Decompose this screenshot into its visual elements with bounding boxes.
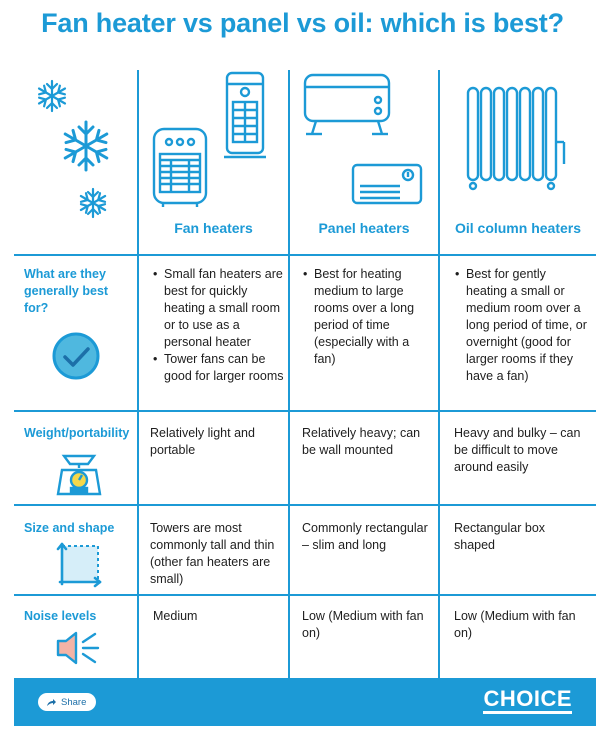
column-divider (438, 70, 440, 678)
share-button[interactable] (38, 693, 96, 711)
cell-fan-size: Towers are most commonly tall and thin (other fan heaters are small) (150, 521, 275, 586)
cell-fan-noise: Medium (153, 609, 198, 623)
row-divider (14, 504, 596, 506)
fan-heater-icon (151, 126, 209, 208)
list-item: • Best for heating medium to large rooms over a long period of time (especially with a fan) (314, 266, 434, 368)
row-label-noise: Noise levels (24, 609, 97, 623)
choice-logo: CHOICE (483, 687, 572, 714)
column-divider (137, 70, 139, 678)
snowflake-icon (76, 186, 110, 220)
cell-oil-size: Rectangular box shaped (454, 521, 546, 552)
cell-fan-weight: Relatively light and portable (150, 426, 255, 457)
cell-fan-best-for (152, 266, 284, 385)
cell-oil-best-for (454, 266, 590, 385)
checkmark-icon (50, 330, 102, 382)
row-divider (14, 254, 596, 256)
column-header-panel-heaters: Panel heaters (318, 220, 410, 236)
resize-arrow-icon (56, 540, 104, 588)
share-button-label: Share (61, 696, 87, 708)
row-divider (14, 594, 596, 596)
column-header-fan-heaters: Fan heaters (174, 220, 253, 236)
tower-heater-icon (222, 70, 268, 160)
list-item: • Best for gently heating a small or medium room over a long period of time, or overnight (good for larger rooms if they have a fan) (466, 266, 590, 385)
panel-heater-icon (302, 72, 392, 140)
row-label-best-for: What are they generally best for? (24, 267, 109, 315)
cell-oil-noise: Low (Medium with fan on) (454, 609, 576, 640)
speaker-icon (54, 628, 104, 668)
comparison-table (14, 70, 596, 678)
list-item: • Small fan heaters are best for quickly heating a small room or to use as a personal heater (164, 266, 284, 351)
cell-panel-best-for (302, 266, 434, 368)
list-item: • Tower fans can be good for larger rooms (164, 351, 284, 385)
cell-panel-noise: Low (Medium with fan on) (302, 609, 424, 640)
footer-bar (14, 678, 596, 726)
column-header-oil-column-heaters: Oil column heaters (454, 220, 582, 236)
scale-icon (56, 446, 102, 498)
row-label-weight: Weight/portability (24, 426, 130, 440)
cell-panel-weight: Relatively heavy; can be wall mounted (302, 426, 421, 457)
snowflake-icon (34, 78, 70, 114)
share-icon (46, 698, 57, 707)
row-label-size: Size and shape (24, 521, 115, 535)
snowflake-icon (58, 118, 114, 174)
column-divider (288, 70, 290, 678)
cell-panel-size: Commonly rectangular – slim and long (302, 521, 428, 552)
cell-oil-weight: Heavy and bulky – can be difficult to move around easily (454, 426, 581, 474)
wall-panel-heater-icon (350, 162, 424, 206)
page-title: Fan heater vs panel vs oil: which is best? (41, 8, 564, 38)
row-divider (14, 410, 596, 412)
oil-column-heater-icon (460, 82, 570, 192)
